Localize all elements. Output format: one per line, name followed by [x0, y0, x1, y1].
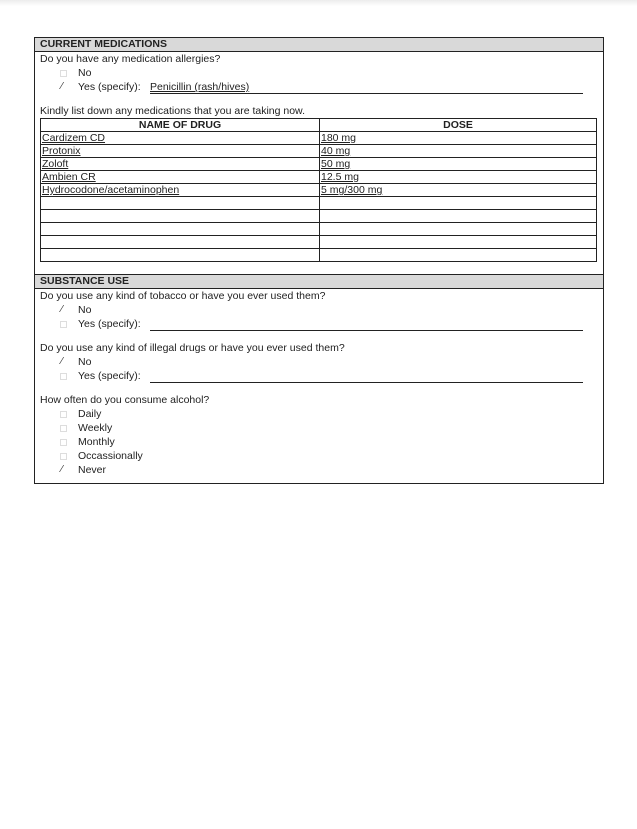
- table-row: [41, 223, 597, 236]
- column-header-dose: DOSE: [320, 119, 597, 132]
- alcohol-option-weekly[interactable]: [35, 421, 603, 435]
- spacer: [35, 94, 603, 104]
- tobacco-no-checkbox[interactable]: ⁄: [61, 304, 63, 315]
- allergy-no-label: No: [78, 67, 92, 79]
- alcohol-daily-checkbox[interactable]: [60, 411, 67, 418]
- tobacco-yes-label: Yes (specify):: [78, 318, 141, 330]
- dose-cell[interactable]: [320, 223, 597, 236]
- spacer: [35, 477, 603, 483]
- table-row: [41, 236, 597, 249]
- allergy-specify-field[interactable]: [150, 80, 583, 94]
- drug-name-cell[interactable]: Hydrocodone/acetaminophen: [41, 184, 320, 197]
- tobacco-no-label: No: [78, 304, 92, 316]
- section-header-substance-use: SUBSTANCE USE: [35, 274, 603, 289]
- drug-name-cell[interactable]: [41, 210, 320, 223]
- drug-name-cell[interactable]: Zoloft: [41, 158, 320, 171]
- allergy-specify-value: Penicillin (rash/hives): [150, 81, 250, 93]
- allergy-option-no[interactable]: [35, 66, 603, 80]
- drug-name-cell[interactable]: [41, 223, 320, 236]
- alcohol-option-occassionally[interactable]: [35, 449, 603, 463]
- dose-cell[interactable]: [320, 236, 597, 249]
- page-top-shadow: [0, 0, 637, 6]
- alcohol-option-never[interactable]: [35, 463, 603, 477]
- spacer: [35, 331, 603, 341]
- drug-name-cell[interactable]: [41, 236, 320, 249]
- drugs-no-checkbox[interactable]: ⁄: [61, 356, 63, 367]
- allergy-question: Do you have any medication allergies?: [40, 53, 221, 65]
- alcohol-daily-label: Daily: [78, 408, 102, 420]
- alcohol-occassionally-label: Occassionally: [78, 450, 143, 462]
- dose-cell[interactable]: 180 mg: [320, 132, 597, 145]
- drug-name-cell[interactable]: [41, 249, 320, 262]
- dose-cell[interactable]: [320, 197, 597, 210]
- medication-list-prompt: Kindly list down any medications that you are taking now.: [40, 105, 305, 117]
- dose-cell[interactable]: [320, 210, 597, 223]
- drugs-no-label: No: [78, 356, 92, 368]
- alcohol-option-daily[interactable]: [35, 407, 603, 421]
- table-row: [41, 171, 597, 184]
- spacer: [35, 262, 603, 274]
- alcohol-never-checkbox[interactable]: ⁄: [61, 464, 63, 475]
- alcohol-weekly-checkbox[interactable]: [60, 425, 67, 432]
- drugs-yes-checkbox[interactable]: [60, 373, 67, 380]
- table-row: [41, 184, 597, 197]
- allergy-yes-label: Yes (specify):: [78, 81, 141, 93]
- drug-name-cell[interactable]: Ambien CR: [41, 171, 320, 184]
- drug-name-cell[interactable]: [41, 197, 320, 210]
- alcohol-monthly-label: Monthly: [78, 436, 115, 448]
- table-row: [41, 145, 597, 158]
- section-header-current-medications: CURRENT MEDICATIONS: [35, 38, 603, 52]
- allergy-yes-checkbox[interactable]: ⁄: [61, 81, 63, 92]
- tobacco-option-no[interactable]: [35, 303, 603, 317]
- drugs-specify-field[interactable]: [150, 369, 583, 383]
- medications-table-body: [41, 132, 597, 262]
- tobacco-option-yes[interactable]: [35, 317, 603, 331]
- dose-cell[interactable]: 50 mg: [320, 158, 597, 171]
- alcohol-weekly-label: Weekly: [78, 422, 113, 434]
- alcohol-never-label: Never: [78, 464, 107, 476]
- table-row: [41, 132, 597, 145]
- tobacco-yes-checkbox[interactable]: [60, 321, 67, 328]
- allergy-no-checkbox[interactable]: [60, 70, 67, 77]
- drug-name-cell[interactable]: Protonix: [41, 145, 320, 158]
- drugs-question: Do you use any kind of illegal drugs or have you ever used them?: [40, 342, 345, 354]
- dose-cell[interactable]: 40 mg: [320, 145, 597, 158]
- tobacco-question: Do you use any kind of tobacco or have you ever used them?: [40, 290, 326, 302]
- medical-form: [34, 37, 604, 484]
- alcohol-question: How often do you consume alcohol?: [40, 394, 210, 406]
- dose-cell[interactable]: [320, 249, 597, 262]
- column-header-drug: NAME OF DRUG: [41, 119, 320, 132]
- drugs-yes-label: Yes (specify):: [78, 370, 141, 382]
- dose-cell[interactable]: 12.5 mg: [320, 171, 597, 184]
- table-header-row: [41, 119, 597, 132]
- table-row: [41, 249, 597, 262]
- medications-table: [40, 118, 597, 262]
- dose-cell[interactable]: 5 mg/300 mg: [320, 184, 597, 197]
- alcohol-occassionally-checkbox[interactable]: [60, 453, 67, 460]
- table-row: [41, 158, 597, 171]
- alcohol-monthly-checkbox[interactable]: [60, 439, 67, 446]
- drugs-option-no[interactable]: [35, 355, 603, 369]
- tobacco-specify-field[interactable]: [150, 317, 583, 331]
- table-row: [41, 197, 597, 210]
- drug-name-cell[interactable]: Cardizem CD: [41, 132, 320, 145]
- allergy-option-yes[interactable]: [35, 80, 603, 94]
- spacer: [35, 383, 603, 393]
- table-row: [41, 210, 597, 223]
- drugs-option-yes[interactable]: [35, 369, 603, 383]
- alcohol-option-monthly[interactable]: [35, 435, 603, 449]
